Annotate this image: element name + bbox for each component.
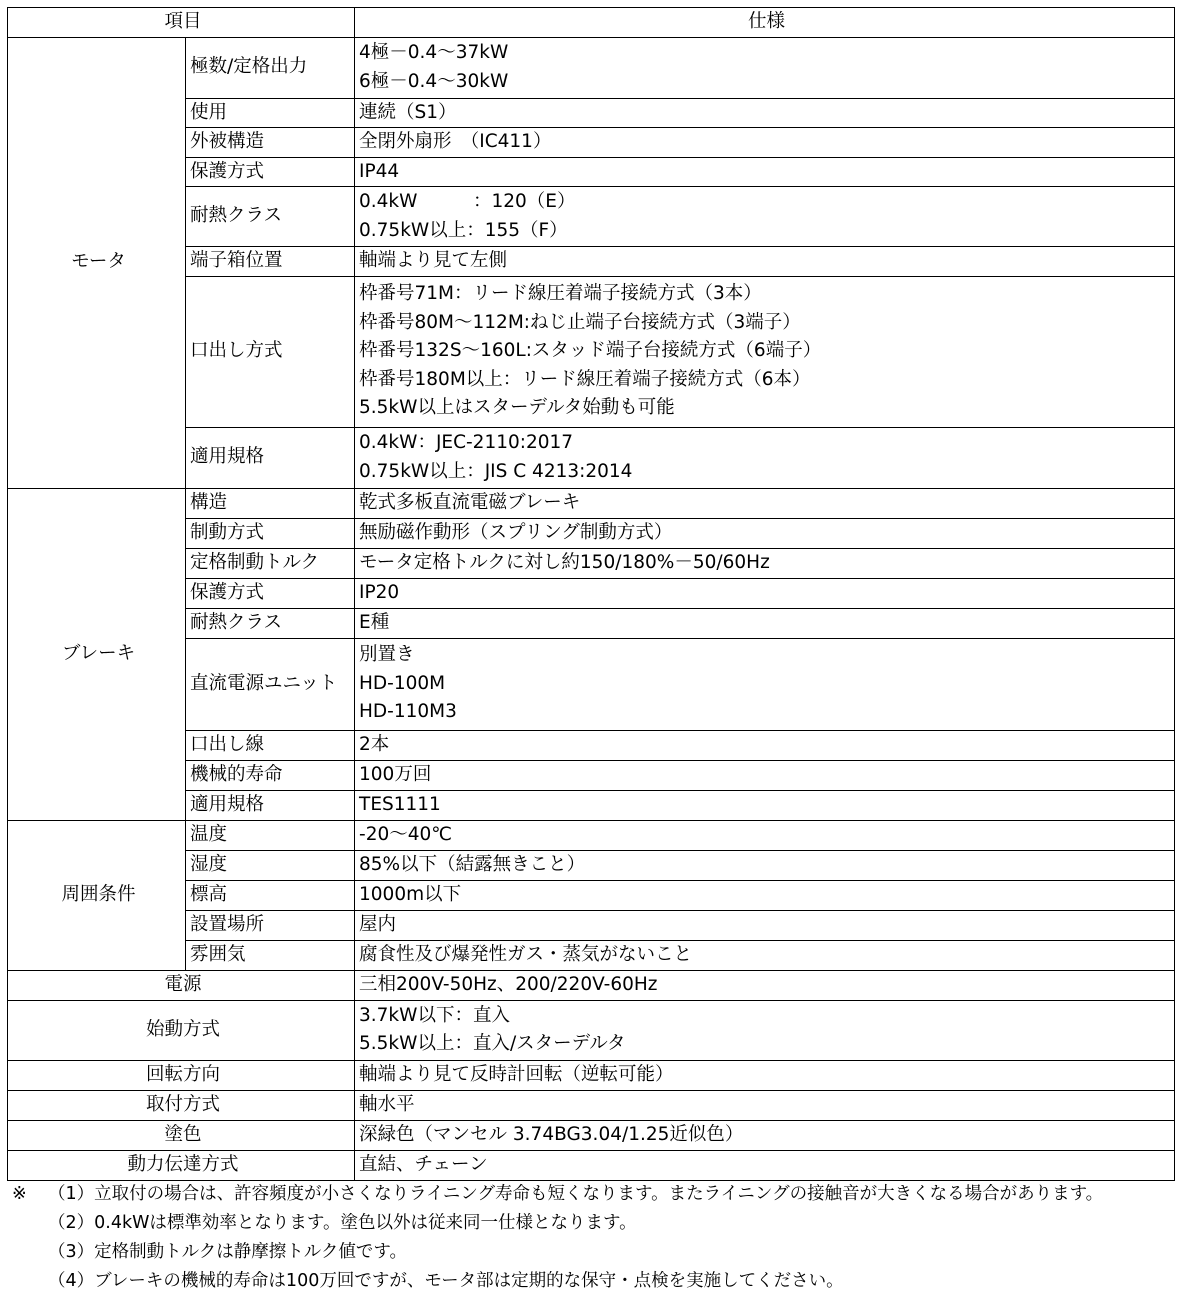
row-label: 動力伝達方式 bbox=[8, 1150, 355, 1180]
row-label: 口出し線 bbox=[186, 730, 355, 760]
value-line: 屋内 bbox=[359, 913, 397, 935]
value-line: 腐食性及び爆発性ガス・蒸気がないこと bbox=[359, 943, 693, 965]
value-line: 5.5kW以上：直入/スターデルタ bbox=[359, 1033, 626, 1054]
row-label: 制動方式 bbox=[186, 518, 355, 548]
row-label: 機械的寿命 bbox=[186, 760, 355, 790]
row-value bbox=[355, 1000, 1175, 1060]
group-label-brake: ブレーキ bbox=[8, 488, 186, 820]
value-line: モータ定格トルクに対し約150/180%－50/60Hz bbox=[359, 551, 770, 573]
row-value bbox=[355, 187, 1175, 247]
row-label: 口出し方式 bbox=[186, 276, 355, 427]
row-value bbox=[355, 488, 1175, 518]
row-label: 構造 bbox=[186, 488, 355, 518]
table-row bbox=[8, 1000, 1175, 1060]
table-row bbox=[8, 970, 1175, 1000]
footnotes bbox=[12, 1180, 1172, 1296]
value-line: 連続（S1） bbox=[359, 101, 457, 123]
value-line: 3.7kW以下：直入 bbox=[359, 1004, 510, 1026]
row-value bbox=[355, 880, 1175, 910]
row-label: 保護方式 bbox=[186, 157, 355, 187]
value-line: 85%以下（結露無きこと） bbox=[359, 853, 586, 875]
row-label: 保護方式 bbox=[186, 578, 355, 608]
row-value bbox=[355, 427, 1175, 488]
row-value bbox=[355, 98, 1175, 128]
value-line: 4極－0.4～37kW bbox=[359, 42, 509, 63]
row-value bbox=[355, 1090, 1175, 1120]
row-label: 直流電源ユニット bbox=[186, 638, 355, 730]
row-label: 標高 bbox=[186, 880, 355, 910]
table-row bbox=[8, 1060, 1175, 1090]
row-label: 適用規格 bbox=[186, 427, 355, 488]
row-value bbox=[355, 850, 1175, 880]
header-item: 項目 bbox=[8, 8, 355, 38]
footnote-3: （3）定格制動トルクは静摩擦トルク値です。 bbox=[48, 1242, 408, 1262]
value-line: E種 bbox=[359, 611, 390, 633]
row-label: 電源 bbox=[8, 970, 355, 1000]
value-line: IP20 bbox=[359, 581, 400, 603]
table-row bbox=[8, 488, 1175, 518]
table-row bbox=[8, 1120, 1175, 1150]
row-value bbox=[355, 820, 1175, 850]
row-value bbox=[355, 276, 1175, 427]
row-value bbox=[355, 940, 1175, 970]
row-label: 雰囲気 bbox=[186, 940, 355, 970]
row-label: 使用 bbox=[186, 98, 355, 128]
row-label: 耐熱クラス bbox=[186, 608, 355, 638]
value-line: -20～40℃ bbox=[359, 823, 453, 845]
value-line: 深緑色（マンセル 3.74BG3.04/1.25近似色） bbox=[359, 1123, 744, 1145]
row-value bbox=[355, 37, 1175, 98]
row-label: 温度 bbox=[186, 820, 355, 850]
table-row bbox=[8, 1090, 1175, 1120]
value-line: 軸端より見て反時計回転（逆転可能） bbox=[359, 1063, 674, 1085]
row-label: 湿度 bbox=[186, 850, 355, 880]
row-value bbox=[355, 157, 1175, 187]
row-label: 端子箱位置 bbox=[186, 247, 355, 277]
header-row bbox=[8, 8, 1175, 38]
value-line: 軸水平 bbox=[359, 1093, 415, 1115]
group-label-env: 周囲条件 bbox=[8, 820, 186, 970]
value-line: 5.5kW以上はスターデルタ始動も可能 bbox=[359, 397, 675, 419]
row-value bbox=[355, 970, 1175, 1000]
row-value bbox=[355, 578, 1175, 608]
row-label: 耐熱クラス bbox=[186, 187, 355, 247]
value-line: 三相200V-50Hz、200/220V-60Hz bbox=[359, 973, 658, 995]
value-line: 0.4kW：JEC-2110:2017 bbox=[359, 432, 574, 453]
value-line: 枠番号71M：リード線圧着端子接続方式（3本） bbox=[359, 283, 762, 305]
row-value bbox=[355, 608, 1175, 638]
row-value bbox=[355, 247, 1175, 277]
value-line: HD-100M bbox=[359, 672, 446, 694]
footnote-4: （4）ブレーキの機械的寿命は100万回ですが、モータ部は定期的な保守・点検を実施してください。 bbox=[48, 1271, 844, 1291]
value-line: 6極－0.4～30kW bbox=[359, 70, 509, 92]
row-label: 定格制動トルク bbox=[186, 548, 355, 578]
row-label: 適用規格 bbox=[186, 790, 355, 820]
value-line: 0.75kW以上：155（F） bbox=[359, 219, 568, 241]
value-line: 直結、チェーン bbox=[359, 1153, 488, 1175]
row-value bbox=[355, 760, 1175, 790]
value-line: HD-110M3 bbox=[359, 701, 457, 723]
header-spec: 仕様 bbox=[355, 8, 1175, 38]
table-row bbox=[8, 820, 1175, 850]
footnote-1 bbox=[12, 1180, 1172, 1209]
row-label: 取付方式 bbox=[8, 1090, 355, 1120]
row-label: 塗色 bbox=[8, 1120, 355, 1150]
footnote-2: （2）0.4kWは標準効率となります。塗色以外は従来同一仕様となります。 bbox=[48, 1213, 637, 1233]
value-line: 100万回 bbox=[359, 763, 432, 785]
value-line: 軸端より見て左側 bbox=[359, 250, 508, 271]
value-line: TES1111 bbox=[359, 793, 441, 815]
note-mark: ※ bbox=[12, 1184, 27, 1204]
value-line: 1000m以下 bbox=[359, 883, 462, 905]
group-label-motor: モータ bbox=[8, 37, 186, 488]
value-line: 枠番号132S～160L:スタッド端子台接続方式（6端子） bbox=[359, 340, 822, 362]
row-value bbox=[355, 1120, 1175, 1150]
value-line: 全閉外扇形 （IC411） bbox=[359, 131, 552, 152]
row-value bbox=[355, 910, 1175, 940]
row-value bbox=[355, 638, 1175, 730]
table-row bbox=[8, 37, 1175, 98]
row-value bbox=[355, 1150, 1175, 1180]
value-line: 別置き bbox=[359, 644, 415, 666]
value-line: 乾式多板直流電磁ブレーキ bbox=[359, 491, 581, 513]
row-value bbox=[355, 518, 1175, 548]
value-line: 無励磁作動形（スプリング制動方式） bbox=[359, 521, 673, 543]
value-line: 枠番号180M以上：リード線圧着端子接続方式（6本） bbox=[359, 368, 811, 390]
row-value bbox=[355, 548, 1175, 578]
row-label: 回転方向 bbox=[8, 1060, 355, 1090]
row-value bbox=[355, 1060, 1175, 1090]
value-line: 0.4kW ：120（E） bbox=[359, 191, 576, 212]
spec-table-body bbox=[8, 8, 1175, 1181]
value-line: 0.75kW以上：JIS C 4213:2014 bbox=[359, 460, 633, 482]
value-line: IP44 bbox=[359, 160, 400, 182]
row-label: 始動方式 bbox=[8, 1000, 355, 1060]
row-label: 外被構造 bbox=[186, 128, 355, 158]
footnote-text: （1）立取付の場合は、許容頻度が小さくなりライニング寿命も短くなります。またライニングの接触音が大きくなる場合があります。 bbox=[48, 1184, 1104, 1204]
row-label: 設置場所 bbox=[186, 910, 355, 940]
spec-table bbox=[7, 7, 1175, 1181]
row-value bbox=[355, 128, 1175, 158]
value-line: 2本 bbox=[359, 733, 390, 755]
row-value bbox=[355, 790, 1175, 820]
row-label: 極数/定格出力 bbox=[186, 37, 355, 98]
table-row bbox=[8, 1150, 1175, 1180]
row-value bbox=[355, 730, 1175, 760]
value-line: 枠番号80M～112M:ねじ止端子台接続方式（3端子） bbox=[359, 311, 801, 333]
